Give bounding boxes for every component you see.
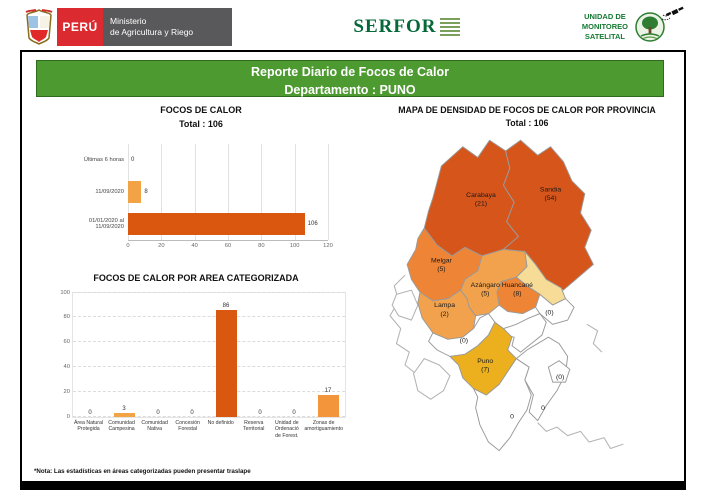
chart2-bar-column [107,406,141,417]
chart2-category-label: Zonas de amortiguamiento [304,419,343,432]
ministry-line2: de Agricultura y Riego [110,27,194,37]
serfor-logo-text: SERFOR [353,16,437,37]
province-name-label: Sandia [539,187,562,195]
chart2-bar-value: 3 [122,405,126,412]
chart2-bar-column [243,410,277,417]
satellite-monitoring-unit [582,11,680,43]
province-name-label: Puno [477,358,494,366]
chart2-category-label: Área Natural Protegida [73,419,104,432]
map-province-shapes [407,141,593,451]
chart2-tick-label: 100 [60,289,70,296]
chart2-bar-value: 86 [222,302,230,309]
province-value-label: (54) [544,195,557,203]
chart2-bar-column [175,410,209,417]
province-value-label: (7) [481,366,490,374]
serfor-logo [353,16,460,38]
ministry-label [103,8,232,46]
province-value-label: (5) [481,290,490,298]
chart1-bar-row [62,176,340,208]
chart1-tick-label: 120 [323,243,333,249]
serfor-logo-lines [440,18,460,36]
chart1-tick-label: 20 [158,243,165,249]
chart2-bar-value: 0 [292,409,296,416]
chart1-title-block [36,104,366,131]
footer-note: *Nota: Las estadísticas en áreas categorizadas pueden presentar traslape [34,468,251,475]
chart2-category-label: Concesión Forestal [175,419,200,432]
chart2-bar-value: 0 [258,409,262,416]
report-body-frame [20,50,686,490]
chart1-category-label: 11/09/2020 [95,188,124,195]
province-value-label: (8) [513,290,522,298]
province-value-label: (2) [440,311,449,319]
province-value-label: 0 [510,413,514,421]
chart2-category-label: Unidad de Ordenació de Forest. [274,419,299,439]
map-title: MAPA DE DENSIDAD DE FOCOS DE CALOR POR PROVINCIA [398,105,656,115]
header [24,6,680,48]
chart2-category-label: No definido [207,419,234,426]
peru-label [57,8,103,46]
chart1-tick-label: 60 [224,243,232,249]
chart2-x-labels [72,420,344,440]
chart2-bar-value: 17 [324,388,332,395]
chart1-tick-label: 100 [289,243,300,249]
chart1-x-axis [126,243,333,253]
chart1-bars [62,144,340,240]
chart1-bar-value: 106 [307,221,318,227]
unit-line3: SATELITAL [584,31,625,41]
chart2-tick-label: 40 [63,363,70,370]
chart2-bar-column [209,303,243,417]
chart1-bar-row [62,144,340,176]
chart-area-categorizada [36,272,356,439]
chart2-title-block [36,272,356,286]
chart1-category-label: 01/01/2020 al 11/09/2020 [88,217,124,230]
chart1-tick-label: 40 [191,243,198,249]
unit-label [582,12,628,41]
chart-focos-de-calor [62,144,340,260]
chart2-bar-value: 0 [156,409,160,416]
province-name-label: Lampa [434,302,456,310]
chart1-axis-line [128,240,328,241]
map-title-block [374,104,680,130]
chart2-bar-column [73,410,107,417]
chart2-bar [114,413,135,417]
peru-label-text: PERÚ [62,20,98,34]
chart1-bar-track [128,181,328,203]
chart1-bar-row [62,208,340,240]
chart2-bar-column [141,410,175,417]
chart2-category-label: Reserva Territorial [243,419,265,432]
chart2-bar [216,310,237,417]
charts-column [36,104,366,474]
unit-line2: MONITOREO [581,22,628,32]
chart1-category-label: Últimas 6 horas [83,156,124,163]
province-value-label: (21) [474,200,488,208]
chart2-bar-column [311,388,345,416]
chart2-bar [318,395,339,416]
province-name-label: Melgar [430,257,452,265]
map-column [374,104,680,484]
unit-line1: UNIDAD DE [584,12,626,22]
chart2-tick-label: 60 [63,339,70,346]
province-name-label: Azángaro [470,282,500,290]
chart1-bar-track [128,213,328,235]
map-subtitle: Total : 106 [505,118,549,129]
chart2-category-label: Comunidad Campesina [108,419,135,432]
chart1-subtitle: Total : 106 [179,118,223,129]
satellite-icon [658,5,684,23]
chart2-tick-label: 20 [63,388,70,395]
chart2-bar-value: 0 [88,409,92,416]
puno-province-density-map [377,136,677,472]
chart1-bar [128,213,305,235]
province-value-label: (0) [545,310,554,318]
chart2-title: FOCOS DE CALOR POR AREA CATEGORIZADA [93,273,299,283]
report-title-line1: Reporte Diario de Focos de Calor [251,65,449,79]
chart2-tick-label: 0 [66,413,70,420]
province-name-label: Carabaya [466,192,496,200]
province-value-label: 0 [541,405,545,413]
chart1-title: FOCOS DE CALOR [160,105,242,115]
chart1-bar-track [128,149,328,171]
chart2-bar-value: 0 [190,409,194,416]
province-value-label: (5) [437,266,446,274]
peru-brand [24,8,232,46]
chart2-plot [60,289,346,420]
province-name-label: Huancané [501,282,533,290]
chart2-tick-label: 80 [63,314,70,321]
chart2-bar-column [277,410,311,417]
chart1-tick-label: 0 [126,243,130,249]
chart2-category-label: Comunidad Nativa [141,419,168,432]
ministry-line1: Ministerio [110,16,147,27]
report-title-line2: Departamento : PUNO [284,83,416,98]
chart1-bar [128,181,141,203]
chart1-tick-label: 80 [258,243,265,249]
province-value-label: (0) [555,374,565,382]
chart1-bar-value: 8 [144,189,148,195]
chart1-bar-value: 0 [131,157,135,163]
province-value-label: (0) [459,337,469,345]
peru-coat-of-arms-icon [24,8,54,46]
chart2-gridline [73,292,345,293]
report-title-bar [36,60,664,97]
